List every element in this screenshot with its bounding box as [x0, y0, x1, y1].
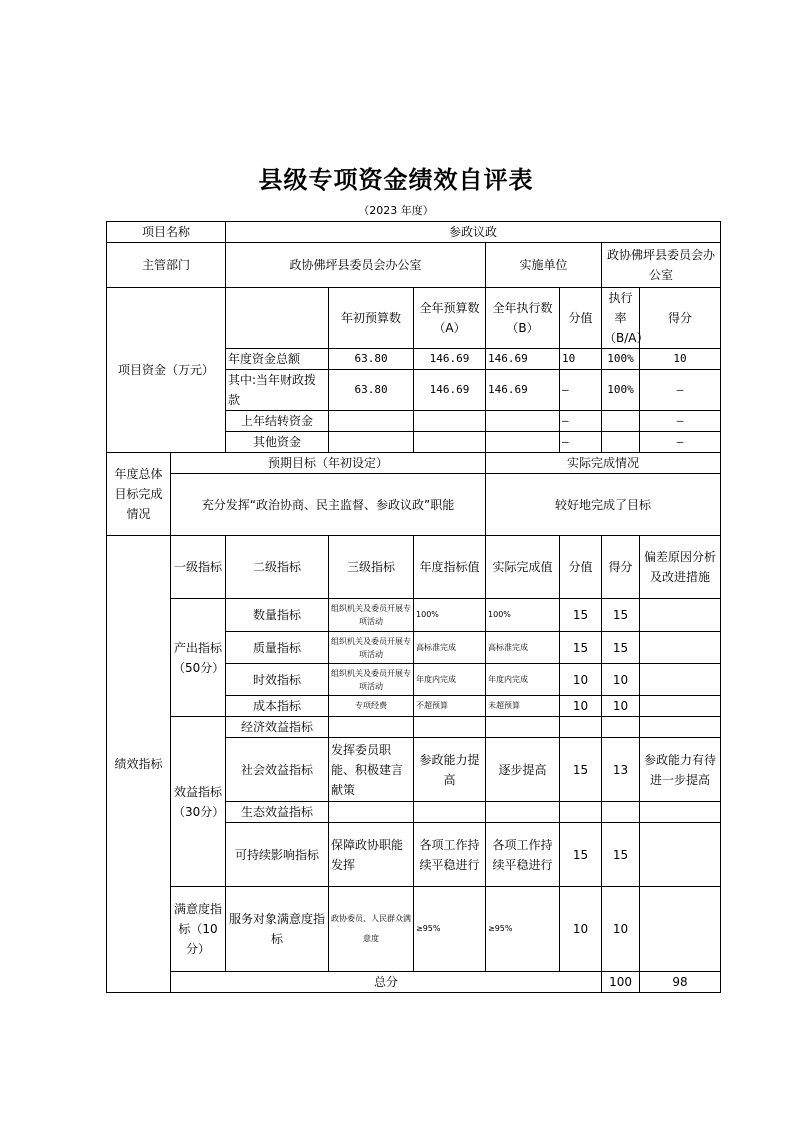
funds-header-initial: 年初预算数 [329, 288, 414, 349]
ind-got: 15 [602, 632, 640, 664]
ind-target: 各项工作持续平稳进行 [414, 823, 486, 887]
total-got: 98 [640, 972, 721, 993]
funds-header-blank [226, 288, 329, 349]
ind-score [560, 717, 602, 738]
funds-row-got: — [640, 432, 721, 453]
satisfaction-label: 满意度指标（10分） [171, 887, 226, 972]
ind-reason [640, 696, 721, 717]
ind-level2: 服务对象满意度指标 [226, 887, 329, 972]
funds-row-got: — [640, 411, 721, 432]
ind-header-actual: 实际完成值 [486, 536, 560, 599]
ind-target: 高标准完成 [414, 632, 486, 664]
year-label: （2023 年度） [358, 204, 434, 217]
ind-target: 100% [414, 599, 486, 632]
ind-score: 10 [560, 887, 602, 972]
total-label: 总分 [171, 972, 602, 993]
ind-level2: 成本指标 [226, 696, 329, 717]
ind-score: 15 [560, 738, 602, 802]
funds-row-rate: 100% [602, 370, 640, 411]
dept-label: 主管部门 [107, 243, 226, 288]
ind-level3: 保障政协职能发挥 [329, 823, 414, 887]
ind-actual: 高标准完成 [486, 632, 560, 664]
funds-header-executed: 全年执行数（B） [486, 288, 560, 349]
ind-header-target: 年度指标值 [414, 536, 486, 599]
project-name-value: 参政议政 [226, 222, 721, 243]
ind-level3: 专项经费 [329, 696, 414, 717]
ind-actual: 未超预算 [486, 696, 560, 717]
ind-reason [640, 887, 721, 972]
funds-row-executed: 146.69 [486, 370, 560, 411]
funds-row-annual [414, 411, 486, 432]
ind-actual: 年度内完成 [486, 664, 560, 696]
ind-actual: 逐步提高 [486, 738, 560, 802]
ind-target [414, 802, 486, 823]
ind-got [602, 717, 640, 738]
funds-header-rate: 执行率（B/A） [602, 288, 640, 349]
funds-header-annual: 全年预算数（A） [414, 288, 486, 349]
ind-level3: 发挥委员职能、积极建言献策 [329, 738, 414, 802]
goals-expected: 充分发挥“政治协商、民主监督、参政议政”职能 [171, 474, 486, 536]
ind-got: 10 [602, 664, 640, 696]
ind-actual: ≥95% [486, 887, 560, 972]
ind-header-level3: 三级指标 [329, 536, 414, 599]
funds-row-executed [486, 432, 560, 453]
ind-level3 [329, 802, 414, 823]
ind-score: 10 [560, 696, 602, 717]
ind-score [560, 802, 602, 823]
ind-level2: 质量指标 [226, 632, 329, 664]
unit-label: 实施单位 [486, 243, 602, 288]
ind-score: 10 [560, 664, 602, 696]
goals-actual: 较好地完成了目标 [486, 474, 721, 536]
ind-level3: 组织机关及委员开展专项活动 [329, 632, 414, 664]
ind-got: 15 [602, 599, 640, 632]
ind-level2: 时效指标 [226, 664, 329, 696]
funds-row-initial [329, 411, 414, 432]
ind-score: 15 [560, 823, 602, 887]
funds-row-rate: 100% [602, 349, 640, 370]
funds-row-initial [329, 432, 414, 453]
funds-label: 项目资金（万元） [107, 288, 226, 453]
ind-level2: 生态效益指标 [226, 802, 329, 823]
funds-row-label: 上年结转资金 [226, 411, 329, 432]
ind-got: 10 [602, 887, 640, 972]
ind-reason [640, 823, 721, 887]
ind-actual: 各项工作持续平稳进行 [486, 823, 560, 887]
funds-row-annual: 146.69 [414, 370, 486, 411]
funds-row-got: 10 [640, 349, 721, 370]
evaluation-table [106, 221, 721, 993]
funds-row-score: — [560, 432, 602, 453]
funds-row-executed: 146.69 [486, 349, 560, 370]
ind-header-got: 得分 [602, 536, 640, 599]
dept-value: 政协佛坪县委员会办公室 [226, 243, 486, 288]
goals-actual-header: 实际完成情况 [486, 453, 721, 474]
ind-got: 10 [602, 696, 640, 717]
ind-level3: 组织机关及委员开展专项活动 [329, 664, 414, 696]
ind-target: ≥95% [414, 887, 486, 972]
ind-level3: 组织机关及委员开展专项活动 [329, 599, 414, 632]
ind-level2: 可持续影响指标 [226, 823, 329, 887]
funds-row-initial: 63.80 [329, 370, 414, 411]
goals-label: 年度总体目标完成情况 [107, 453, 171, 536]
ind-actual [486, 717, 560, 738]
total-score: 100 [602, 972, 640, 993]
ind-got: 15 [602, 823, 640, 887]
indicators-label: 绩效指标 [107, 536, 171, 993]
funds-row-score: — [560, 370, 602, 411]
page-title: 县级专项资金绩效自评表 [258, 166, 534, 194]
ind-level2: 社会效益指标 [226, 738, 329, 802]
ind-got: 13 [602, 738, 640, 802]
funds-row-executed [486, 411, 560, 432]
ind-level3 [329, 717, 414, 738]
ind-score: 15 [560, 599, 602, 632]
unit-value: 政协佛坪县委员会办公室 [602, 243, 721, 288]
ind-level2: 经济效益指标 [226, 717, 329, 738]
ind-target [414, 717, 486, 738]
funds-row-rate [602, 411, 640, 432]
ind-reason [640, 632, 721, 664]
ind-reason [640, 599, 721, 632]
ind-actual [486, 802, 560, 823]
ind-level2: 数量指标 [226, 599, 329, 632]
funds-row-score: 10 [560, 349, 602, 370]
output-label: 产出指标（50分） [171, 599, 226, 717]
ind-reason [640, 802, 721, 823]
ind-target: 年度内完成 [414, 664, 486, 696]
ind-reason [640, 717, 721, 738]
ind-target: 不超预算 [414, 696, 486, 717]
funds-row-annual [414, 432, 486, 453]
funds-row-got: — [640, 370, 721, 411]
funds-row-label: 年度资金总额 [226, 349, 329, 370]
ind-target: 参政能力提高 [414, 738, 486, 802]
benefit-label: 效益指标（30分） [171, 717, 226, 887]
ind-header-level2: 二级指标 [226, 536, 329, 599]
funds-row-label: 其中:当年财政拨款 [226, 370, 329, 411]
funds-header-score: 分值 [560, 288, 602, 349]
ind-reason: 参政能力有待进一步提高 [640, 738, 721, 802]
funds-row-initial: 63.80 [329, 349, 414, 370]
ind-header-level1: 一级指标 [171, 536, 226, 599]
funds-row-annual: 146.69 [414, 349, 486, 370]
funds-row-score: — [560, 411, 602, 432]
project-name-label: 项目名称 [107, 222, 226, 243]
ind-header-reason: 偏差原因分析及改进措施 [640, 536, 721, 599]
ind-got [602, 802, 640, 823]
ind-score: 15 [560, 632, 602, 664]
funds-row-rate [602, 432, 640, 453]
ind-reason [640, 664, 721, 696]
funds-row-label: 其他资金 [226, 432, 329, 453]
ind-level3: 政协委员、人民群众满意度 [329, 887, 414, 972]
ind-header-score: 分值 [560, 536, 602, 599]
ind-actual: 100% [486, 599, 560, 632]
funds-header-got: 得分 [640, 288, 721, 349]
goals-expected-header: 预期目标（年初设定） [171, 453, 486, 474]
